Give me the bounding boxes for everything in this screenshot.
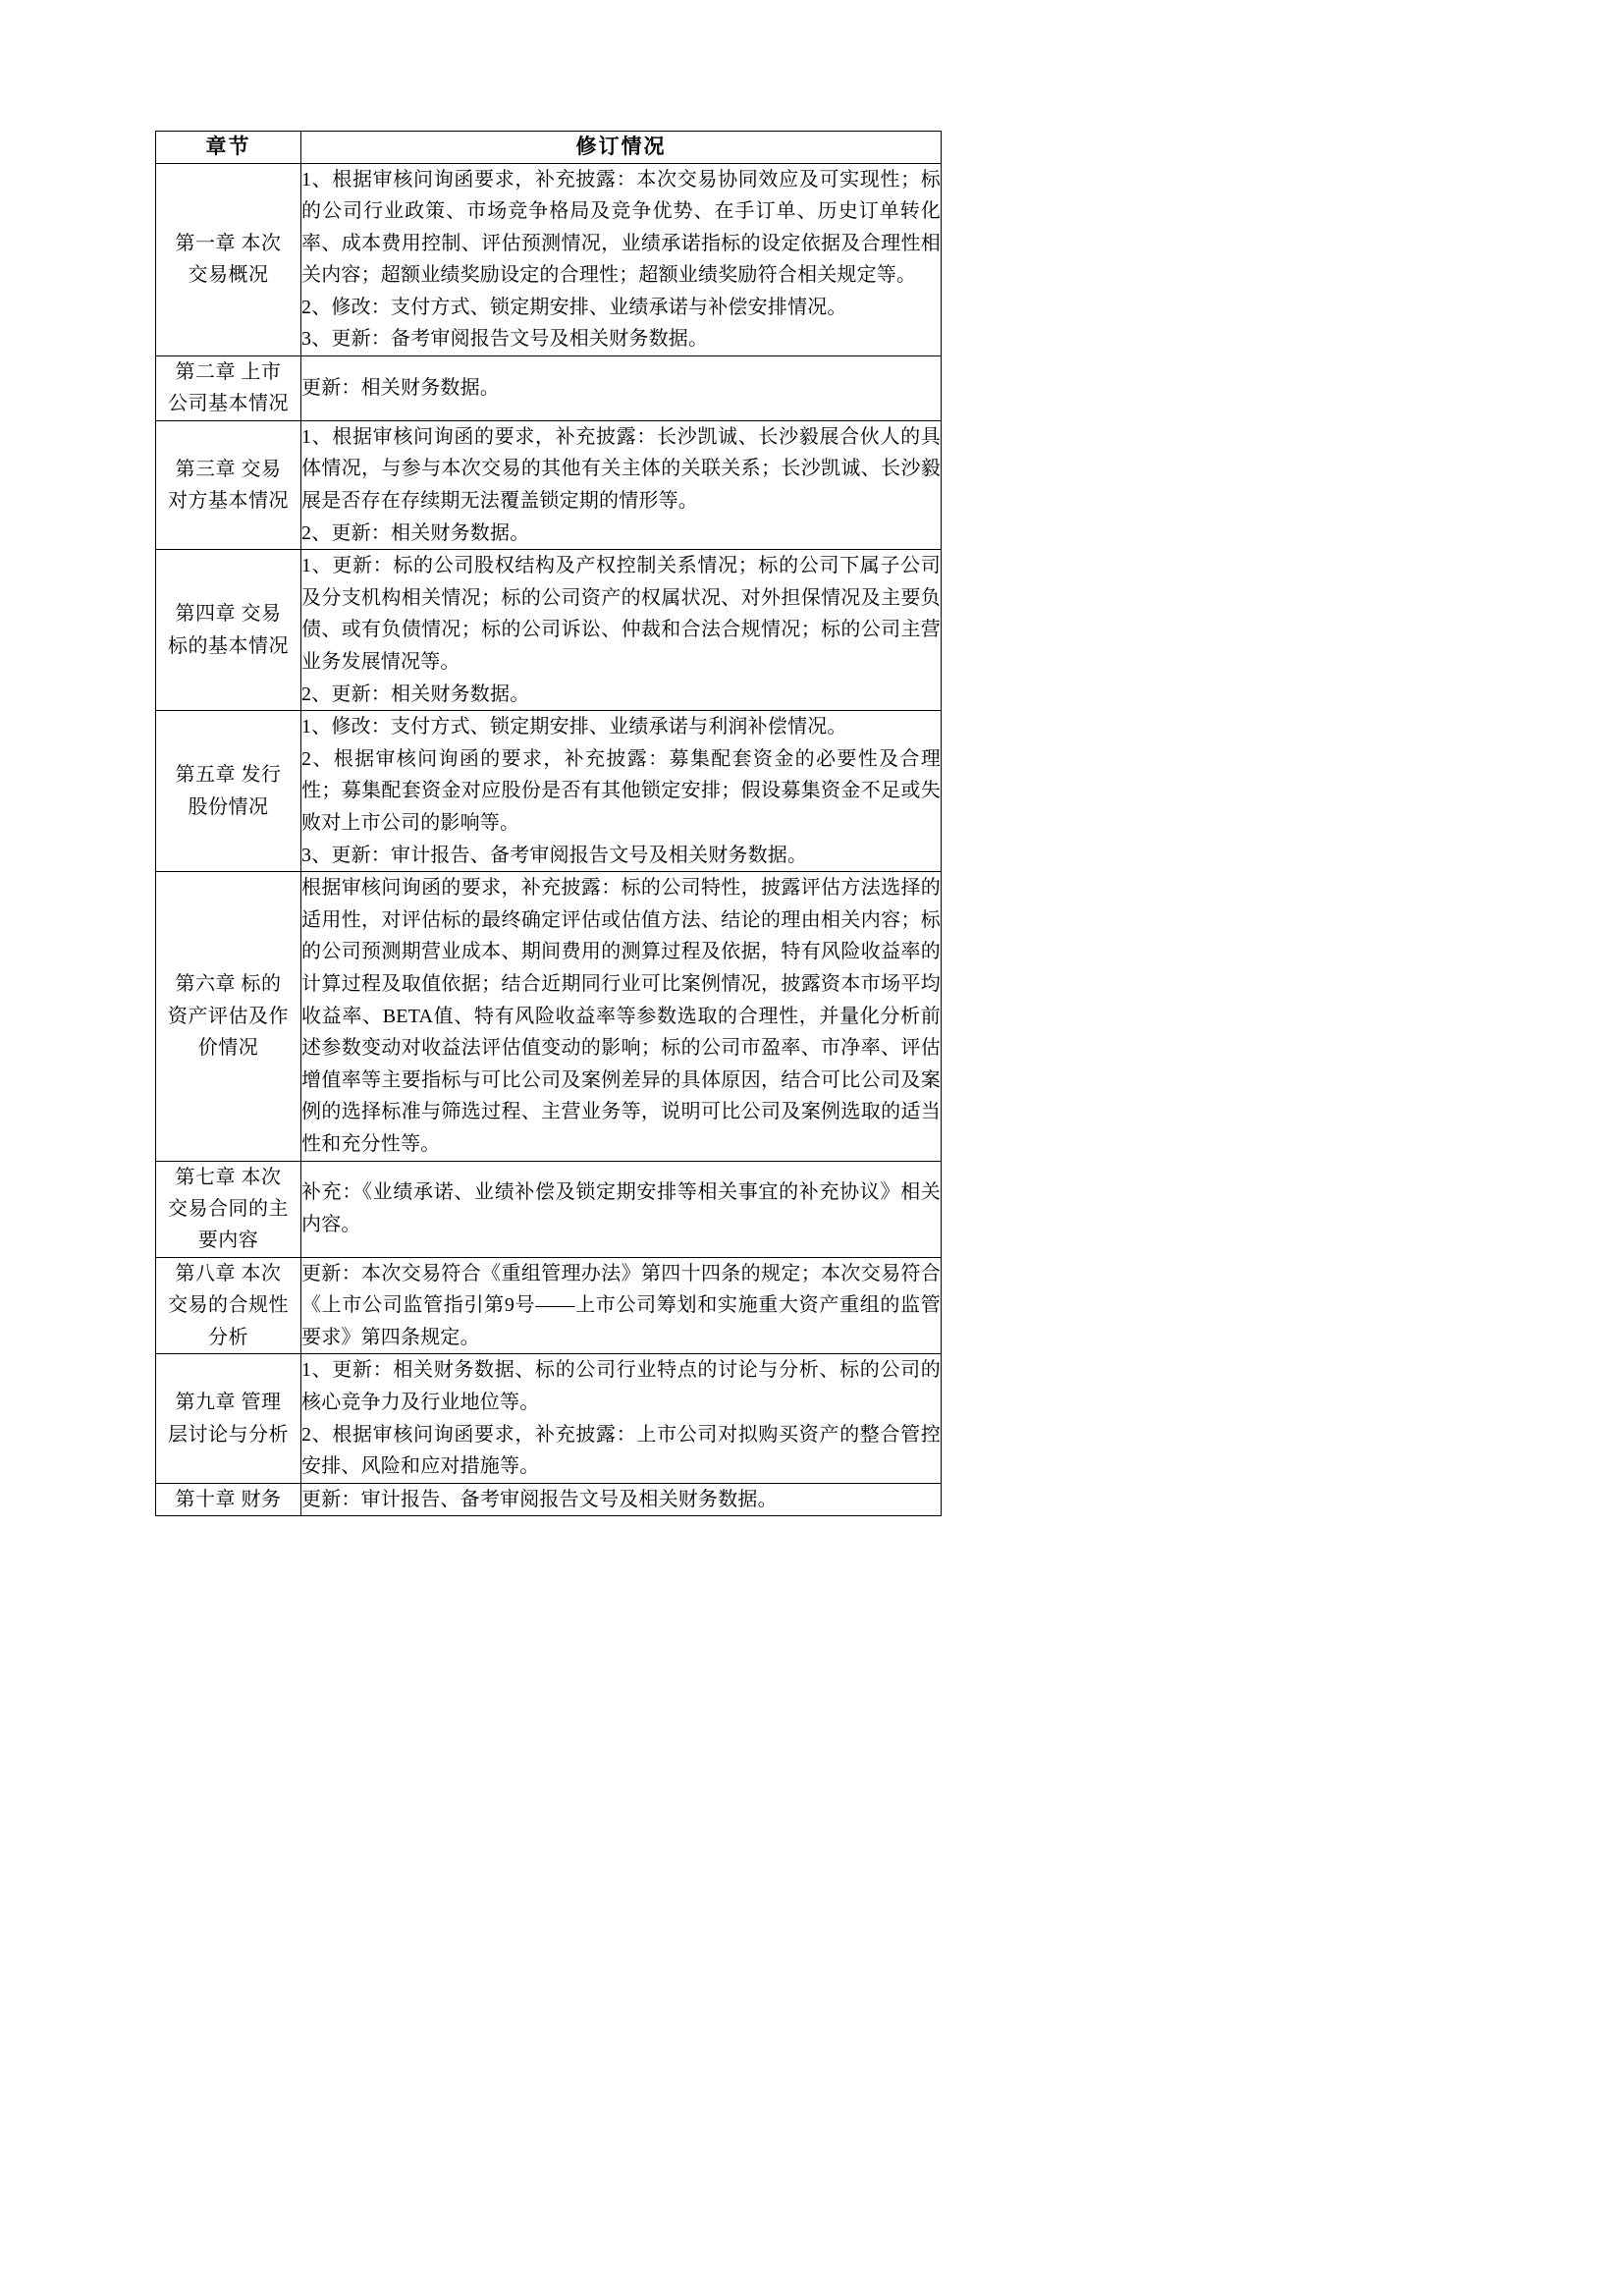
table-row [156, 1161, 942, 1257]
revision-detail-cell [301, 1161, 942, 1257]
chapter-label-line: 交易的合规性 [168, 1294, 289, 1317]
revision-detail-cell [301, 711, 942, 872]
chapter-label-line: 层讨论与分析 [168, 1423, 289, 1446]
chapter-label-line: 第七章 本次 [175, 1166, 282, 1188]
table-row [156, 163, 942, 356]
revision-detail-cell [301, 420, 942, 549]
revision-paragraph: 2、更新：相关财务数据。 [301, 521, 530, 544]
revision-paragraph: 更新：本次交易符合《重组管理办法》第四十四条的规定；本次交易符合《上市公司监管指引第9号——上市公司筹划和实施重大资产重组的监管要求》第四条规定。 [301, 1262, 941, 1348]
table-row [156, 420, 942, 549]
table-row [156, 711, 942, 872]
chapter-label-line: 标的基本情况 [168, 634, 289, 657]
chapter-label-cell [156, 711, 301, 872]
chapter-label-line: 要内容 [197, 1230, 259, 1252]
chapter-label-line: 第五章 发行 [175, 764, 282, 787]
column-header-revision: 修订情况 [301, 132, 942, 164]
revision-detail-cell [301, 1354, 942, 1483]
chapter-label-line: 资产评估及作 [168, 1005, 289, 1027]
table-row [156, 872, 942, 1161]
chapter-label-line: 第三章 交易 [175, 458, 282, 480]
chapter-label-line: 第二章 上市 [175, 361, 282, 384]
table-body [156, 163, 942, 1516]
revision-detail-cell [301, 872, 942, 1161]
revision-detail-cell [301, 1483, 942, 1516]
chapter-label-line: 第一章 本次 [175, 232, 282, 254]
revision-paragraph: 3、更新：审计报告、备考审阅报告文号及相关财务数据。 [301, 844, 808, 866]
column-header-chapter: 章节 [156, 132, 301, 164]
table-row [156, 1483, 942, 1516]
revision-paragraph: 更新：审计报告、备考审阅报告文号及相关财务数据。 [301, 1488, 778, 1510]
revision-paragraph: 2、修改：支付方式、锁定期安排、业绩承诺与补偿安排情况。 [301, 296, 847, 318]
table-row [156, 356, 942, 421]
chapter-label-line: 第四章 交易 [175, 603, 282, 626]
chapter-label-line: 第六章 标的 [175, 973, 282, 996]
revision-paragraph: 1、根据审核问询函的要求，补充披露：长沙凯诚、长沙毅展合伙人的具体情况，与参与本次交易的其他有关主体的关联关系；长沙凯诚、长沙毅展是否存在存续期无法覆盖锁定期的情形等。 [301, 425, 941, 513]
revision-paragraph: 1、更新：相关财务数据、标的公司行业特点的讨论与分析、标的公司的核心竞争力及行业地位等。 [301, 1359, 941, 1414]
chapter-label-line: 股份情况 [188, 795, 269, 818]
chapter-label-cell [156, 420, 301, 549]
chapter-label-cell [156, 1161, 301, 1257]
table-header [156, 132, 942, 164]
chapter-label-line: 交易概况 [188, 264, 269, 287]
revision-paragraph: 1、修改：支付方式、锁定期安排、业绩承诺与利润补偿情况。 [301, 716, 847, 738]
revision-paragraph: 1、根据审核问询函要求，补充披露：本次交易协同效应及可实现性；标的公司行业政策、市场竞争格局及竞争优势、在手订单、历史订单转化率、成本费用控制、评估预测情况，业绩承诺指标的设定依据及合理性相关内容；超额业绩奖励设定的合理性；超额业绩奖励符合相关规定等。 [301, 168, 941, 287]
chapter-label-line: 交易合同的主 [168, 1197, 289, 1220]
chapter-label-cell [156, 550, 301, 711]
chapter-label-cell [156, 1354, 301, 1483]
chapter-label-line: 第九章 管理 [175, 1392, 282, 1414]
chapter-label-line: 第十章 财务 [175, 1488, 282, 1510]
chapter-label-cell [156, 356, 301, 421]
chapter-label-line: 对方基本情况 [168, 490, 289, 513]
chapter-label-line: 第八章 本次 [175, 1262, 282, 1285]
chapter-label-cell [156, 1483, 301, 1516]
revision-detail-cell [301, 550, 942, 711]
chapter-label-line: 价情况 [197, 1037, 259, 1060]
revision-table-wrapper [155, 131, 941, 1516]
revision-detail-cell [301, 163, 942, 356]
chapter-label-line: 公司基本情况 [168, 393, 289, 415]
table-header-row [156, 132, 942, 164]
table-row [156, 550, 942, 711]
revision-table [155, 131, 942, 1516]
table-row [156, 1257, 942, 1354]
revision-paragraph: 补充：《业绩承诺、业绩补偿及锁定期安排等相关事宜的补充协议》相关内容。 [301, 1181, 941, 1236]
revision-paragraph: 3、更新：备考审阅报告文号及相关财务数据。 [301, 328, 709, 351]
table-row [156, 1354, 942, 1483]
chapter-label-cell [156, 1257, 301, 1354]
revision-paragraph: 2、更新：相关财务数据。 [301, 683, 530, 705]
revision-paragraph: 1、更新：标的公司股权结构及产权控制关系情况；标的公司下属子公司及分支机构相关情况；标的公司资产的权属状况、对外担保情况及主要负债、或有负债情况；标的公司诉讼、仲裁和合法合规情况；标的公司主营业务发展情况等。 [301, 555, 941, 673]
chapter-label-cell [156, 163, 301, 356]
chapter-label-line: 分析 [208, 1326, 248, 1348]
revision-paragraph: 更新：相关财务数据。 [301, 377, 500, 400]
revision-paragraph: 根据审核问询函的要求，补充披露：标的公司特性，披露评估方法选择的适用性，对评估标的最终确定评估或估值方法、结论的理由相关内容；标的公司预测期营业成本、期间费用的测算过程及依据，特有风险收益率的计算过程及取值依据；结合近期同行业可比案例情况，披露资本市场平均收益率、BETA值、特有风险收益率等参数选取的合理性，并量化分析前述参数变动对收益法评估值变动的影响；标的公司市盈率、市净率、评估增值率等主要指标与可比公司及案例差异的具体原因，结合可比公司及案例的选择标准与筛选过程、主营业务等，说明可比公司及案例选取的适当性和充分性等。 [301, 877, 941, 1155]
revision-paragraph: 2、根据审核问询函要求，补充披露：上市公司对拟购买资产的整合管控安排、风险和应对措施等。 [301, 1423, 941, 1478]
chapter-label-cell [156, 872, 301, 1161]
revision-detail-cell [301, 356, 942, 421]
revision-detail-cell [301, 1257, 942, 1354]
revision-paragraph: 2、根据审核问询函的要求，补充披露：募集配套资金的必要性及合理性；募集配套资金对应股份是否有其他锁定安排；假设募集资金不足或失败对上市公司的影响等。 [301, 747, 941, 834]
